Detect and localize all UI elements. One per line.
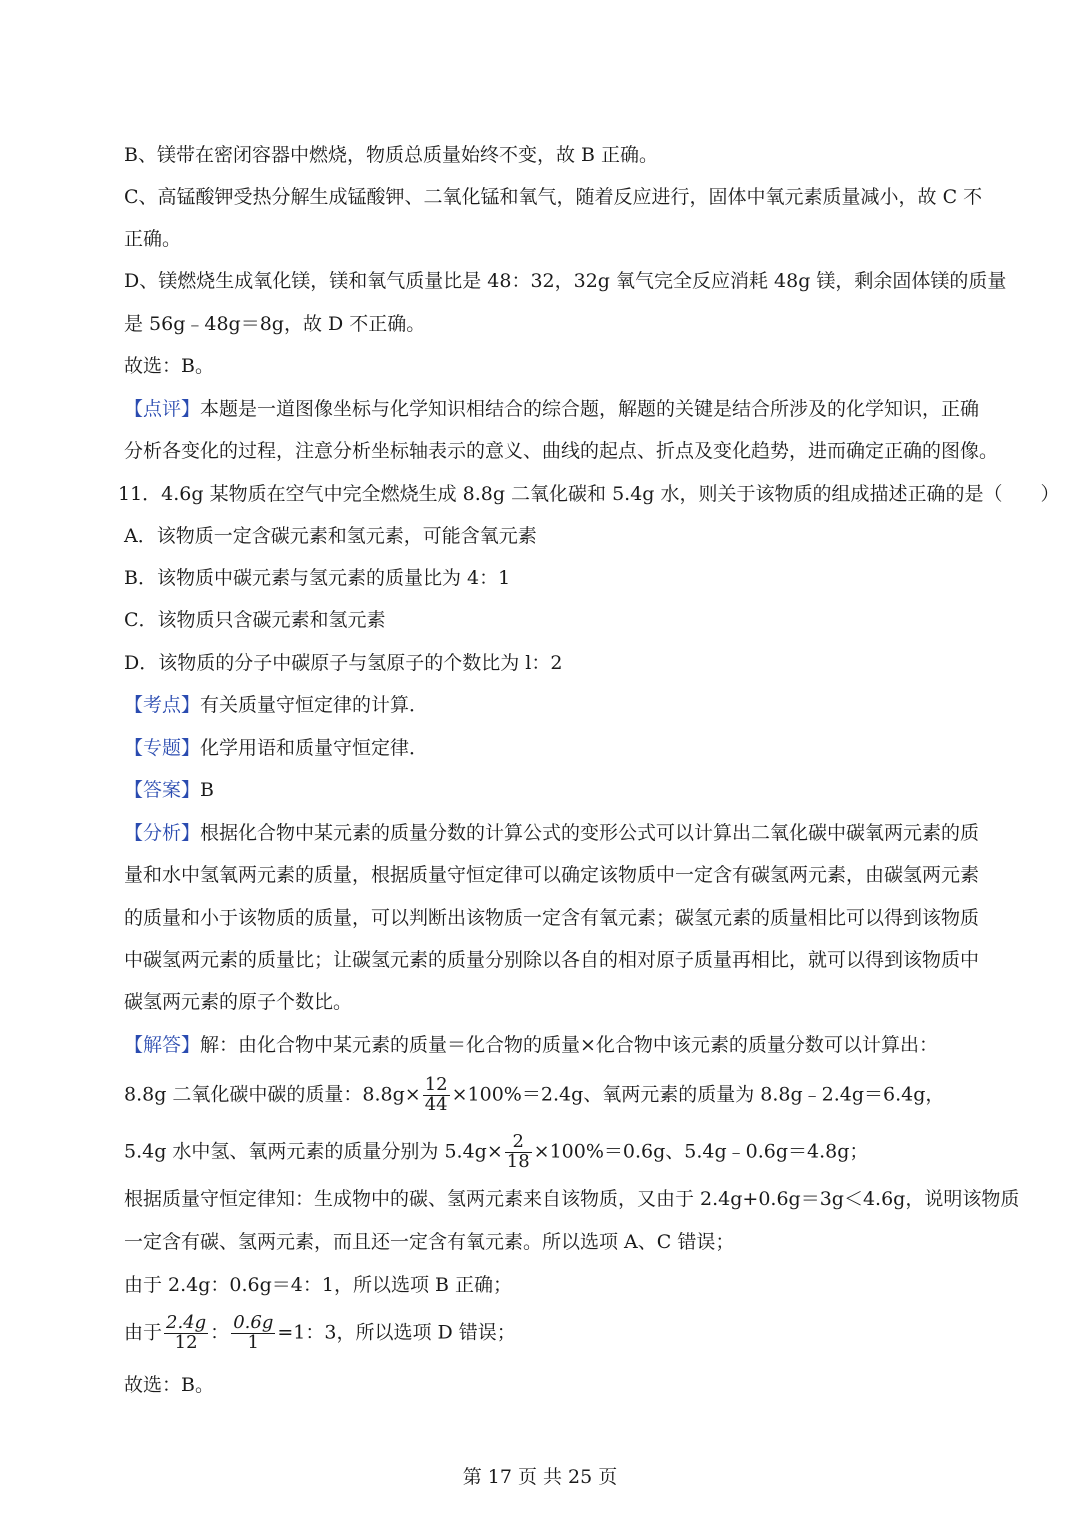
ratio-line: 由于 2.4g：0.6g＝4：1，所以选项 B 正确； xyxy=(124,1274,513,1296)
calc-carbon-line xyxy=(124,1076,944,1115)
option-c-explanation-line2: 正确。 xyxy=(124,228,182,250)
review-line1 xyxy=(124,400,979,419)
zhuanti-tag: 【专题】 xyxy=(124,737,201,759)
calc2-suffix: ×100%＝0.6g、5.4g﹣0.6g＝4.8g； xyxy=(533,1140,869,1163)
analysis-text1: 根据化合物中某元素的质量分数的计算公式的变形公式可以计算出二氧化碳中碳氧两元素的质 xyxy=(200,822,980,844)
fraction-numerator xyxy=(164,1314,208,1334)
analysis-line4: 中碳氢两元素的质量比；让碳氢元素的质量分别除以各自的相对原子质量再相比，就可以得到该物质中 xyxy=(124,949,980,971)
conserve-line2: 一定含有碳、氢两元素，而且还一定含有氧元素。所以选项 A、C 错误； xyxy=(124,1231,735,1253)
atom-prefix: 由于 xyxy=(124,1321,163,1344)
page-footer: 第 17 页 共 25 页 xyxy=(462,1466,618,1488)
fraction-numerator: 12 xyxy=(424,1074,448,1095)
option-b: B．该物质中碳元素与氢元素的质量比为 4：1 xyxy=(124,567,511,589)
prev-choose: 故选：B。 xyxy=(124,355,214,377)
answer-line xyxy=(124,781,214,800)
numerator-text: 2.4g xyxy=(166,1312,207,1333)
option-c: C．该物质只含碳元素和氢元素 xyxy=(124,609,386,631)
calc1-suffix: ×100%＝2.4g、氧两元素的质量为 8.8g﹣2.4g＝6.4g， xyxy=(451,1083,945,1106)
kaodian-line xyxy=(124,696,428,715)
fraction-numerator: 2 xyxy=(505,1133,532,1153)
fraction-denominator: 44 xyxy=(424,1093,448,1115)
final-choose: 故选：B。 xyxy=(124,1374,214,1396)
jieda-line1 xyxy=(124,1036,938,1055)
numerator-text: 0.6g xyxy=(233,1312,274,1333)
fraction-12-44 xyxy=(423,1076,450,1115)
conserve-line1: 根据质量守恒定律知：生成物中的碳、氢两元素来自该物质，又由于 2.4g+0.6g＝3g＜4.6g，说明该物质 xyxy=(124,1188,1020,1210)
atom-suffix: =1：3，所以选项 D 错误； xyxy=(277,1321,516,1344)
option-d-explanation-line1: D、镁燃烧生成氧化镁，镁和氧气质量比是 48：32，32g 氧气完全反应消耗 48g 镁，剩余固体镁的质量 xyxy=(124,270,1007,292)
kaodian-tag: 【考点】 xyxy=(124,694,201,716)
review-text1: 本题是一道图像坐标与化学知识相结合的综合题，解题的关键是结合所涉及的化学知识，正确 xyxy=(200,398,980,420)
answer-tag: 【答案】 xyxy=(124,779,201,801)
fraction-2-18 xyxy=(505,1133,532,1172)
calc-hydrogen-line xyxy=(124,1133,868,1172)
zhuanti-line xyxy=(124,739,428,758)
analysis-line5: 碳氢两元素的原子个数比。 xyxy=(124,991,353,1013)
atom-separator: ： xyxy=(210,1321,230,1344)
calc2-prefix: 5.4g 水中氢、氧两元素的质量分别为 5.4g× xyxy=(124,1140,503,1163)
jieda-text1: 解：由化合物中某元素的质量＝化合物的质量×化合物中该元素的质量分数可以计算出： xyxy=(200,1034,938,1056)
answer-value: B xyxy=(200,779,214,801)
analysis-tag: 【分析】 xyxy=(124,822,201,844)
option-c-explanation-line1: C、高锰酸钾受热分解生成锰酸钾、二氧化锰和氧气，随着反应进行，固体中氧元素质量减小，故 C 不 xyxy=(124,186,983,208)
question-stem: 11．4.6g 某物质在空气中完全燃烧生成 8.8g 二氧化碳和 5.4g 水，则关于该物质的组成描述正确的是（ ） xyxy=(118,483,1060,505)
jieda-tag: 【解答】 xyxy=(124,1034,201,1056)
fraction-0.6g-1 xyxy=(231,1314,275,1353)
review-line2: 分析各变化的过程，注意分析坐标轴表示的意义、曲线的起点、折点及变化趋势，进而确定正确的图像。 xyxy=(124,440,999,462)
kaodian-text: 有关质量守恒定律的计算． xyxy=(200,694,429,716)
review-tag: 【点评】 xyxy=(124,398,201,420)
analysis-line3: 的质量和小于该物质的质量，可以判断出该物质一定含有氧元素；碳氢元素的质量相比可以得到该物质 xyxy=(124,907,980,929)
fraction-denominator: 12 xyxy=(174,1331,198,1353)
analysis-line1 xyxy=(124,824,979,843)
option-a: A．该物质一定含碳元素和氢元素，可能含氧元素 xyxy=(124,525,537,547)
fraction-2.4g-12 xyxy=(164,1314,208,1353)
atom-ratio-line xyxy=(124,1314,516,1353)
option-d: D．该物质的分子中碳原子与氢原子的个数比为 l：2 xyxy=(124,652,563,674)
option-d-explanation-line2: 是 56g﹣48g＝8g，故 D 不正确。 xyxy=(124,313,426,335)
zhuanti-text: 化学用语和质量守恒定律． xyxy=(200,737,429,759)
fraction-numerator xyxy=(231,1314,275,1334)
fraction-denominator: 1 xyxy=(247,1331,259,1353)
analysis-line2: 量和水中氢氧两元素的质量，根据质量守恒定律可以确定该物质中一定含有碳氢两元素，由碳氢两元素 xyxy=(124,864,980,886)
fraction-denominator: 18 xyxy=(506,1150,530,1172)
calc1-prefix: 8.8g 二氧化碳中碳的质量：8.8g× xyxy=(124,1083,421,1106)
option-b-explanation: B、镁带在密闭容器中燃烧，物质总质量始终不变，故 B 正确。 xyxy=(124,144,659,166)
